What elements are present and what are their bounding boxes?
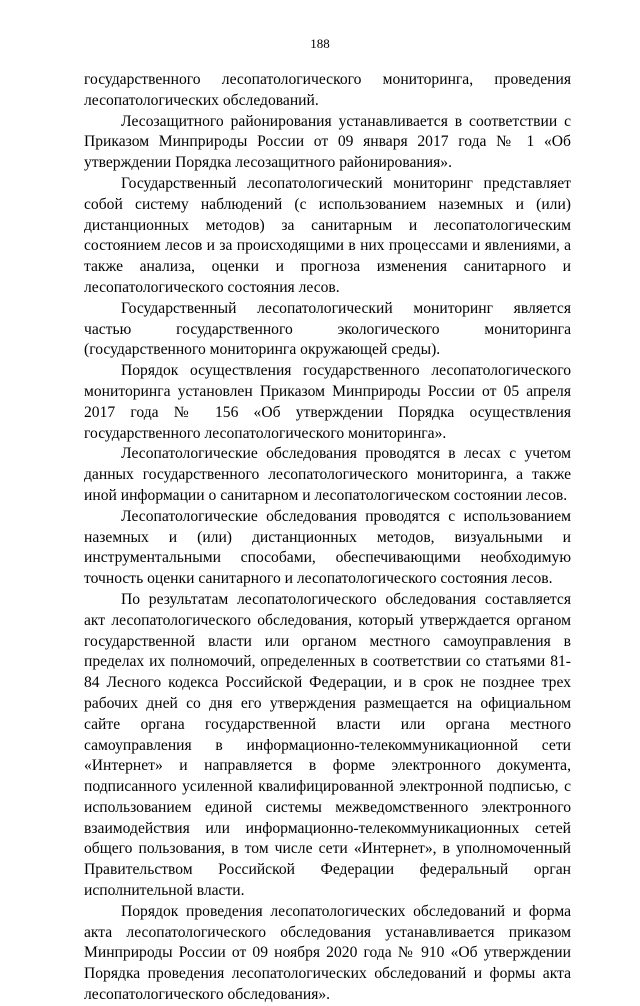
paragraph-surveys-methods: Лесопатологические обследования проводятся с использованием наземных и (или) дистанционных методов, визуальными и инструментальными способами, обеспечивающими необходимую точность оценки санитарного и лесопатологического состояния лесов.	[84, 507, 571, 588]
paragraph-survey-procedure: Порядок проведения лесопатологических обследований и форма акта лесопатологического обследования устанавливается приказом Минприроды России от 09 ноября 2020 года № 910 «Об утверждении Порядка проведения лесопатологических обследований и формы акта лесопатологического обследования».	[84, 902, 571, 1004]
paragraph-monitoring-procedure: Порядок осуществления государственного лесопатологического мониторинга установлен Приказом Минприроды России от 05 апреля 2017 года № 156 «Об утверждении Порядка осуществления государственного лесопатологического мониторинга».	[84, 362, 571, 442]
paragraph-survey-act: По результатам лесопатологического обследования составляется акт лесопатологического обследования, который утверждается органом государственной власти или органом местного самоуправления в пределах их полномочий, определенных в соответствии со статьями 81-84 Лесного кодекса Российской Федерации, и в срок не позднее трех рабочих дней со дня его утверждения размещается на официальном сайте органа государственной власти или органа местного самоуправления в информационно-телекоммуникационной сети «Интернет» и направляется в форме электронного документа, подписанного усиленной квалифицированной электронной подписью, с использованием единой системы межведомственного электронного взаимодействия или информационно-телекоммуникационных сетей общего пользования, в том числе сети «Интернет», в уполномоченный Правительством Российской Федерации федеральный орган исполнительной власти.	[84, 590, 571, 900]
page-number: 188	[310, 36, 330, 51]
paragraph-1-continuation: государственного лесопатологического мониторинга, проведения лесопатологических обследований.	[84, 71, 571, 109]
paragraph-surveys-data: Лесопатологические обследования проводятся в лесах с учетом данных государственного лесопатологического мониторинга, а также иной информации о санитарном и лесопатологическом состоянии лесов.	[84, 445, 571, 504]
paragraph-monitoring-definition: Государственный лесопатологический мониторинг представляет собой систему наблюдений (с использованием наземных и (или) дистанционных методов) за санитарным и лесопатологическим состоянием лесов и за происходящими в них процессами и явлениями, а также анализа, оценки и прогноза изменения санитарного и лесопатологического состояния лесов.	[84, 174, 571, 296]
paragraph-monitoring-part-of-ecological: Государственный лесопатологический мониторинг является частью государственного экологического мониторинга (государственного мониторинга окружающей среды).	[84, 299, 571, 359]
paragraph-forest-zoning: Лесозащитного районирования устанавливается в соответствии с Приказом Минприроды России от 09 января 2017 года № 1 «Об утверждении Порядка лесозащитного районирования».	[84, 112, 571, 172]
document-body	[84, 70, 571, 1006]
